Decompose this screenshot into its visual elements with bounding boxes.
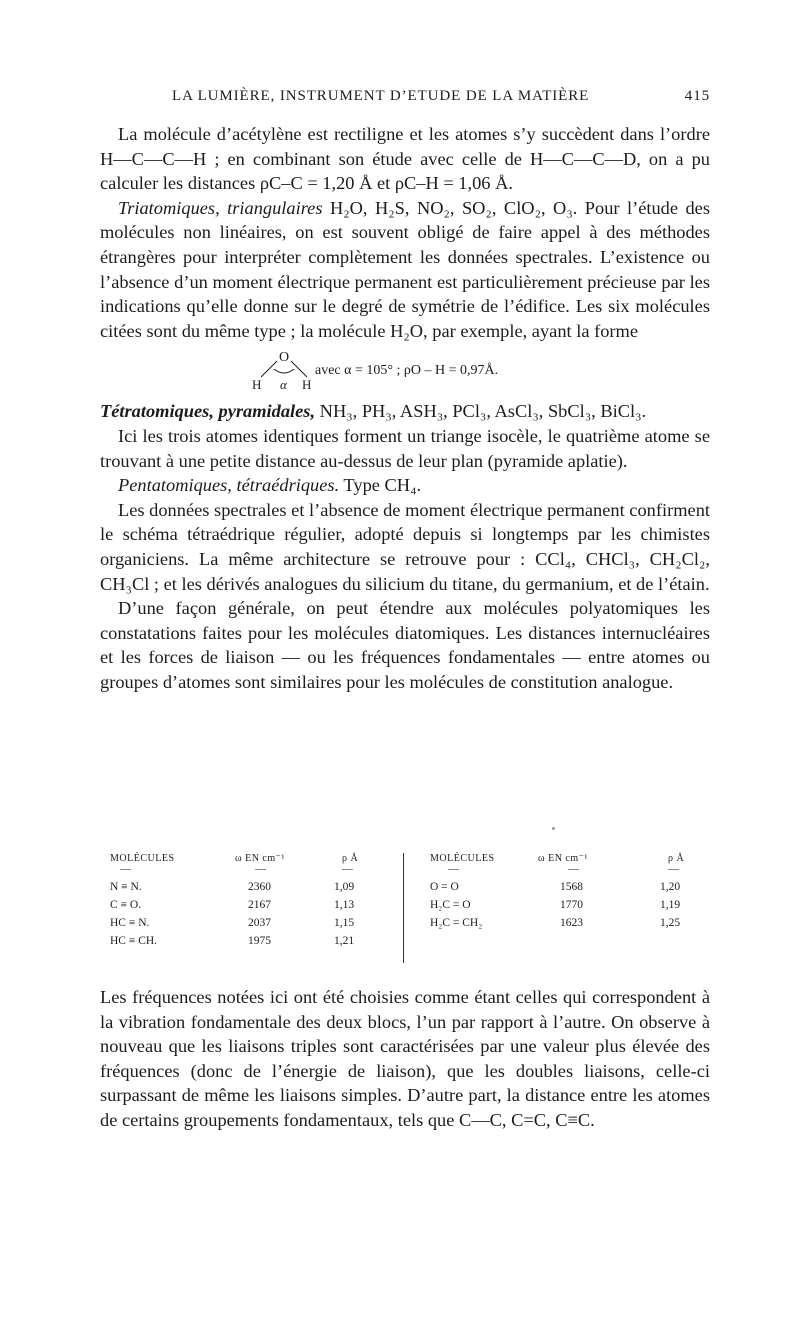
closing-text	[100, 985, 710, 1133]
cell-distance: 1,15	[334, 917, 355, 929]
running-header	[100, 88, 710, 110]
dash: —	[448, 863, 459, 875]
paragraph-acetylene: La molécule d’acétylène est rectiligne et les atomes s’y succèdent dans l’ordre H—C—C—H ; en combinant son étude avec celle de H—C—C—D, on a pu calculer les distances ρC–C = 1,20 Å et ρC–H = 1,06 Å.	[100, 124, 710, 194]
dash: —	[668, 863, 679, 875]
cell-frequency: 2167	[248, 899, 271, 911]
section-title-tetratomic: Tétratomiques, pyramidales,	[100, 401, 316, 422]
paragraph-pentatomic-text: Type CH₄.	[339, 475, 422, 496]
table-left-dashes	[110, 863, 385, 881]
cell-molecule: O = O	[430, 881, 459, 893]
table-row	[110, 917, 385, 935]
header-molecules: MOLÉCULES	[430, 853, 495, 864]
bond-table	[110, 845, 710, 965]
paragraph-general: D’une façon générale, on peut étendre aux molécules polyatomiques les constatations faites pour les molécules diatomiques. Les distances internucléaires et les forces de liaison — ou les fréquences fondamentales — entre atomes ou groupes d’atomes sont similaires pour les molécules de constitution analogue.	[100, 598, 710, 692]
water-formula	[100, 347, 710, 393]
cell-frequency: 2037	[248, 917, 271, 929]
angle-arc	[274, 369, 294, 373]
section-title-triatomic: Triatomiques, triangulaires	[118, 197, 323, 218]
dash: —	[342, 863, 353, 875]
dash: —	[120, 863, 131, 875]
formula-angle-alpha: α	[280, 377, 287, 393]
page-number: 415	[684, 88, 710, 104]
header-distance: ρ Å	[668, 853, 685, 864]
paragraph-pyramid: Ici les trois atomes identiques forment un triange isocèle, le quatrième atome se trouvant à une petite distance au-dessus de leur plan (pyramide aplatie).	[100, 425, 710, 471]
formula-values: avec α = 105° ; ρO – H = 0,97Å.	[315, 363, 499, 379]
cell-distance: 1,25	[660, 917, 681, 929]
table-divider	[403, 853, 404, 963]
cell-molecule: H₂C = CH₂	[430, 917, 483, 929]
table-row	[110, 881, 385, 899]
cell-molecule: C ≡ O.	[110, 899, 142, 911]
main-text	[100, 122, 710, 694]
cell-distance: 1,19	[660, 899, 681, 911]
running-title: LA LUMIÈRE, INSTRUMENT D’ETUDE DE LA MATIÈRE	[172, 88, 590, 104]
cell-frequency: 1975	[248, 935, 271, 947]
water-molecule-diagram	[252, 347, 312, 393]
table-right-dashes	[430, 863, 710, 881]
paragraph-tetratomic-text: NH₃, PH₃, ASH₃, PCl₃, AsCl₃, SbCl₃, BiCl₃.	[315, 401, 647, 422]
cell-frequency: 1770	[560, 899, 583, 911]
paragraph-triatomic	[100, 196, 710, 344]
table-row	[430, 881, 710, 899]
cell-distance: 1,09	[334, 881, 355, 893]
table-row	[430, 917, 710, 935]
paragraph-tetrahedral: Les données spectrales et l’absence de moment électrique permanent confirment le schéma tétraédrique régulier, adopté depuis si longtemps par les chimistes organiciens. La même architecture se retrouve pour : CCl₄, CHCl₃, CH₂Cl₂, CH₃Cl ; et les dérivés analogues du silicium du titane, du germanium, et de l’étain.	[100, 499, 710, 594]
print-speck	[552, 827, 555, 830]
cell-molecule: HC ≡ N.	[110, 917, 150, 929]
header-frequency: ω EN cm⁻¹	[235, 853, 285, 864]
formula-atom-h2: H	[302, 377, 312, 393]
table-row	[110, 935, 385, 953]
cell-distance: 1,13	[334, 899, 355, 911]
cell-frequency: 1568	[560, 881, 583, 893]
table-right	[430, 845, 710, 935]
paragraph-frequencies: Les fréquences notées ici ont été choisies comme étant celles qui correspondent à la vibration fondamentale des deux blocs, l’un par rapport à l’autre. On observe à nouveau que les liaisons triples sont caractérisées par une valeur plus élevée des fréquences (donc de l’énergie de liaison), que les doubles liaisons, celle-ci surpassant de même les liaisons simples. D’autre part, la distance entre les atomes de certains groupements fondamentaux, tels que C—C, C=C, C≡C.	[100, 987, 710, 1130]
table-row	[430, 899, 710, 917]
paragraph-triatomic-text: H₂O, H₂S, NO₂, SO₂, ClO₂, O₃. Pour l’étude des molécules non linéaires, on est souvent obligé de faire appel à des méthodes étrangères pour interpréter complètement les données spectrales. L’existence ou l’absence d’un moment électrique permanent est particulièrement précieuse par les indications qu’elle donne sur le degré de symétrie de l’édifice. Les six molécules citées sont du même type ; la molécule H₂O, par exemple, ayant la forme	[100, 197, 710, 341]
cell-molecule: HC ≡ CH.	[110, 935, 158, 947]
cell-frequency: 1623	[560, 917, 583, 929]
cell-distance: 1,21	[334, 935, 355, 947]
table-left	[110, 845, 385, 953]
cell-frequency: 2360	[248, 881, 271, 893]
table-row	[110, 899, 385, 917]
header-molecules: MOLÉCULES	[110, 853, 175, 864]
cell-molecule: H₂C = O	[430, 899, 471, 911]
formula-atom-o: O	[279, 350, 290, 366]
section-title-pentatomic: Pentatomiques, tétraédriques.	[118, 475, 340, 496]
dash: —	[255, 863, 266, 875]
dash: —	[568, 863, 579, 875]
header-frequency: ω EN cm⁻¹	[538, 853, 588, 864]
header-distance: ρ Å	[342, 853, 359, 864]
cell-molecule: N ≡ N.	[110, 881, 142, 893]
paragraph-tetratomic	[100, 399, 710, 424]
cell-distance: 1,20	[660, 881, 681, 893]
paragraph-pentatomic	[100, 473, 710, 498]
formula-atom-h1: H	[252, 377, 262, 393]
